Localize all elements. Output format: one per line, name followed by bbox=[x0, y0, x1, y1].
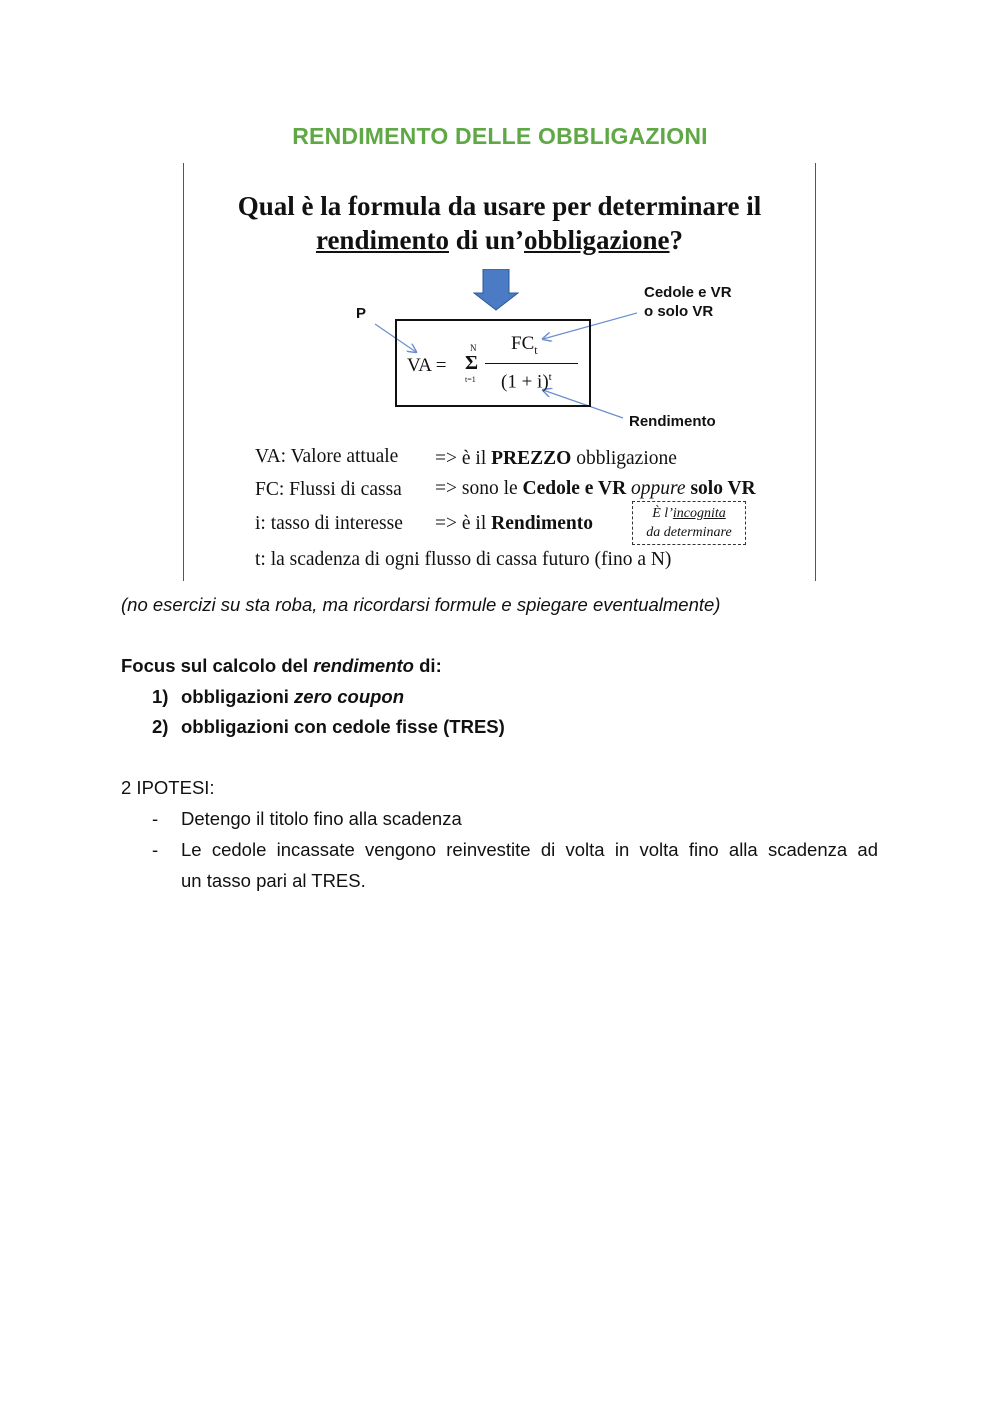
row-fc-pre: => sono le bbox=[435, 478, 523, 499]
focus-item-1 bbox=[181, 686, 404, 708]
focus-heading-italic: rendimento bbox=[313, 655, 414, 676]
row-fc-left: FC: Flussi di cassa bbox=[255, 479, 402, 500]
question-word-obbligazione: obbligazione bbox=[524, 225, 670, 255]
row-i-right bbox=[435, 513, 593, 535]
ipotesi-heading: 2 IPOTESI: bbox=[121, 777, 215, 798]
row-va-pre: => è il bbox=[435, 448, 492, 469]
incognita-box bbox=[632, 501, 746, 545]
formula-numerator-text: FC bbox=[511, 333, 535, 354]
formula-sum-lower: t=1 bbox=[465, 375, 476, 384]
focus-heading bbox=[121, 655, 442, 677]
focus-heading-pre: Focus sul calcolo del bbox=[121, 655, 314, 676]
formula-numerator bbox=[511, 333, 538, 358]
row-va-left: VA: Valore attuale bbox=[255, 446, 399, 467]
focus-item-2: obbligazioni con cedole fisse (TRES) bbox=[181, 716, 505, 737]
row-fc-bold: Cedole e VR bbox=[522, 478, 627, 499]
question-mark: ? bbox=[669, 225, 684, 255]
focus-item-1-num: 1) bbox=[152, 686, 169, 707]
row-fc-bold2: solo VR bbox=[690, 478, 756, 499]
row-t: t: la scadenza di ogni flusso di cassa futuro (fino a N) bbox=[255, 549, 672, 570]
ipotesi-item-1: Detengo il titolo fino alla scadenza bbox=[181, 808, 462, 829]
label-rendimento: Rendimento bbox=[629, 413, 716, 430]
formula-sum-symbol: Σ bbox=[465, 352, 479, 374]
formula-sum-upper: N bbox=[470, 343, 477, 353]
row-i-bold: Rendimento bbox=[491, 513, 593, 534]
label-p: P bbox=[356, 305, 367, 322]
row-va-right bbox=[435, 448, 677, 470]
question-word-rendimento: rendimento bbox=[315, 225, 449, 255]
incognita-line2: da determinare bbox=[646, 525, 732, 540]
incognita-line1 bbox=[633, 504, 745, 523]
focus-item-1-italic: zero coupon bbox=[294, 686, 405, 707]
formula-denominator bbox=[501, 371, 552, 393]
focus-item-2-num: 2) bbox=[152, 716, 169, 737]
note-text: (no esercizi su sta roba, ma ricordarsi formule e spiegare eventualmente) bbox=[121, 594, 721, 615]
formula-numerator-sub: t bbox=[534, 342, 538, 357]
focus-item-1-text: obbligazioni bbox=[181, 686, 295, 707]
row-fc-right bbox=[435, 478, 756, 500]
row-va-bold: PREZZO bbox=[491, 448, 572, 469]
focus-heading-post: di: bbox=[413, 655, 442, 676]
label-cedole-line1: Cedole e VR bbox=[644, 284, 732, 301]
row-va-post: obbligazione bbox=[571, 448, 677, 469]
ipotesi-item-2-line2: un tasso pari al TRES. bbox=[181, 870, 366, 891]
row-i-left: i: tasso di interesse bbox=[255, 513, 403, 534]
incognita-pre: È l’ bbox=[652, 506, 673, 521]
ipotesi-bullet-1: - bbox=[152, 808, 159, 829]
slide-question-line1: Qual è la formula da usare per determinare il bbox=[237, 191, 762, 221]
formula-denominator-sup: t bbox=[548, 371, 552, 383]
formula-box bbox=[395, 319, 591, 407]
row-fc-italic: oppure bbox=[631, 478, 686, 499]
formula-denominator-text: (1 + i) bbox=[501, 371, 549, 393]
label-cedole-line2: o solo VR bbox=[644, 303, 714, 320]
formula-fraction-bar bbox=[485, 363, 578, 364]
question-text: di un’ bbox=[448, 225, 524, 255]
page-title: RENDIMENTO DELLE OBBLIGAZIONI bbox=[292, 123, 708, 149]
slide-image bbox=[183, 163, 816, 581]
incognita-word: incognita bbox=[672, 506, 726, 521]
ipotesi-item-2-line1: Le cedole incassate vengono reinvestite di volta in volta fino alla scadenza ad bbox=[181, 839, 878, 860]
ipotesi-bullet-2: - bbox=[152, 839, 159, 860]
row-i-pre: => è il bbox=[435, 513, 492, 534]
formula-lhs: VA = bbox=[407, 355, 447, 376]
